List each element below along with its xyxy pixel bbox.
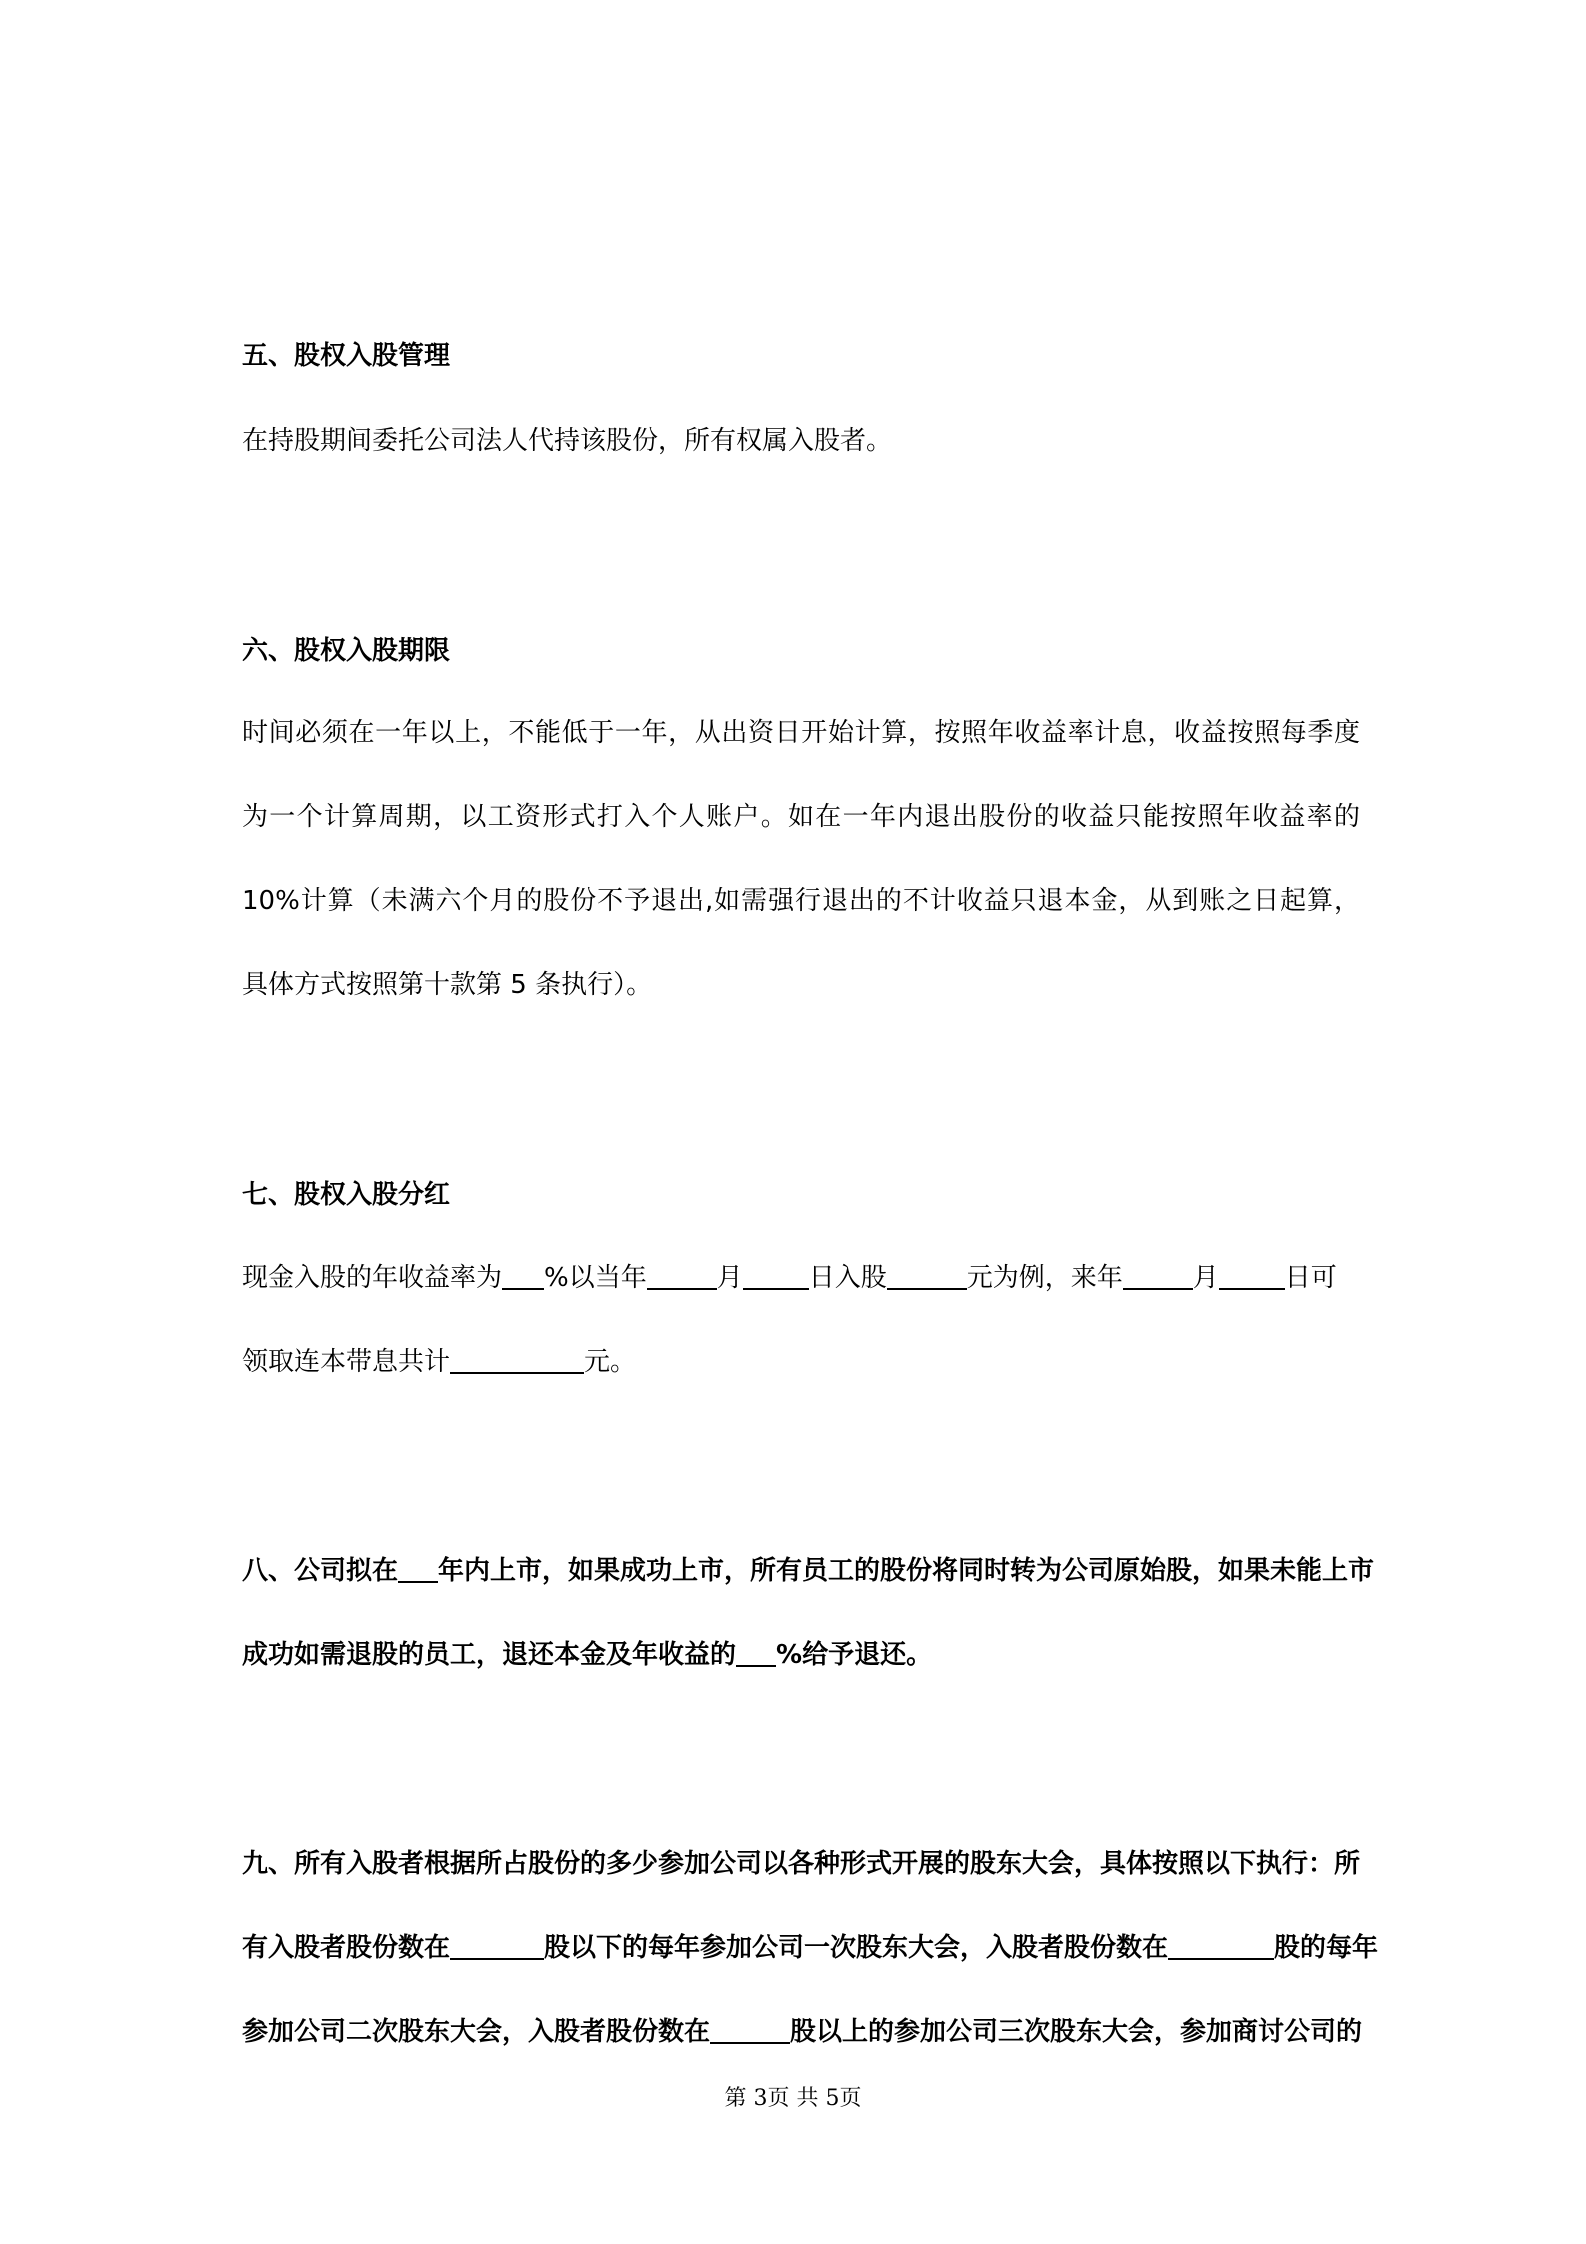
section-7-text: 现金入股的年收益率为 bbox=[242, 1263, 503, 1293]
section-5-paragraph: 在持股期间委托公司法人代持该股份，所有权属入股者。 bbox=[242, 426, 893, 456]
section-7-text: 元。 bbox=[584, 1347, 637, 1377]
section-7-text: 日入股 bbox=[808, 1263, 887, 1293]
section-7-line-1 bbox=[242, 1261, 1337, 1295]
blank-percent[interactable] bbox=[736, 1639, 776, 1667]
section-8-line-1 bbox=[242, 1554, 1374, 1588]
section-8-text: 八、公司拟在 bbox=[242, 1556, 399, 1586]
section-9-line-1: 九、所有入股者根据所占股份的多少参加公司以各种形式开展的股东大会，具体按照以下执行：所 bbox=[242, 1849, 1361, 1879]
section-9-line-2 bbox=[242, 1931, 1378, 1965]
blank-day[interactable] bbox=[743, 1262, 809, 1290]
blank-total[interactable] bbox=[450, 1346, 584, 1374]
section-7-text: 日可 bbox=[1284, 1263, 1337, 1293]
blank-next-month[interactable] bbox=[1123, 1262, 1193, 1290]
section-7-title: 七、股权入股分红 bbox=[242, 1180, 451, 1210]
section-7-text: 元为例，来年 bbox=[966, 1263, 1123, 1293]
blank-shares-range[interactable] bbox=[1168, 1932, 1274, 1960]
section-8-text: 成功如需退股的员工，退还本金及年收益的 bbox=[242, 1640, 737, 1670]
blank-years[interactable] bbox=[398, 1555, 438, 1583]
section-8-text: %给予退还。 bbox=[776, 1640, 933, 1670]
section-7-line-2 bbox=[242, 1345, 636, 1379]
blank-month[interactable] bbox=[647, 1262, 717, 1290]
section-7-text: 月 bbox=[1192, 1263, 1219, 1293]
section-7-text: 月 bbox=[716, 1263, 743, 1293]
section-9-text: 股以上的参加公司三次股东大会，参加商讨公司的 bbox=[790, 2017, 1363, 2047]
section-5-title: 五、股权入股管理 bbox=[242, 341, 451, 371]
blank-shares-above[interactable] bbox=[710, 2016, 790, 2044]
section-8-text: 年内上市，如果成功上市，所有员工的股份将同时转为公司原始股，如果未能上市 bbox=[438, 1556, 1375, 1586]
section-9-text: 参加公司二次股东大会，入股者股份数在 bbox=[242, 2017, 711, 2047]
section-9-text: 股以下的每年参加公司一次股东大会，入股者股份数在 bbox=[544, 1933, 1169, 1963]
section-6-line-3: 10%计算（未满六个月的股份不予退出,如需强行退出的不计收益只退本金，从到账之日起算， bbox=[242, 886, 1360, 916]
section-9-text: 股的每年 bbox=[1274, 1933, 1379, 1963]
page-footer: 第 3页 共 5页 bbox=[724, 2086, 862, 2111]
section-7-text: %以当年 bbox=[544, 1263, 647, 1293]
blank-amount[interactable] bbox=[887, 1262, 967, 1290]
section-9-line-3 bbox=[242, 2015, 1362, 2049]
section-7-text: 领取连本带息共计 bbox=[242, 1347, 451, 1377]
section-9-text: 有入股者股份数在 bbox=[242, 1933, 451, 1963]
section-6-line-2: 为一个计算周期，以工资形式打入个人账户。如在一年内退出股份的收益只能按照年收益率的 bbox=[242, 802, 1360, 832]
blank-next-day[interactable] bbox=[1219, 1262, 1285, 1290]
blank-rate[interactable] bbox=[502, 1262, 544, 1290]
section-8-line-2 bbox=[242, 1638, 932, 1672]
section-6-line-4: 具体方式按照第十款第 5 条执行）。 bbox=[242, 970, 653, 1000]
section-6-title: 六、股权入股期限 bbox=[242, 636, 451, 666]
blank-shares-below[interactable] bbox=[450, 1932, 544, 1960]
section-6-line-1: 时间必须在一年以上，不能低于一年，从出资日开始计算，按照年收益率计息，收益按照每季度 bbox=[242, 718, 1360, 748]
